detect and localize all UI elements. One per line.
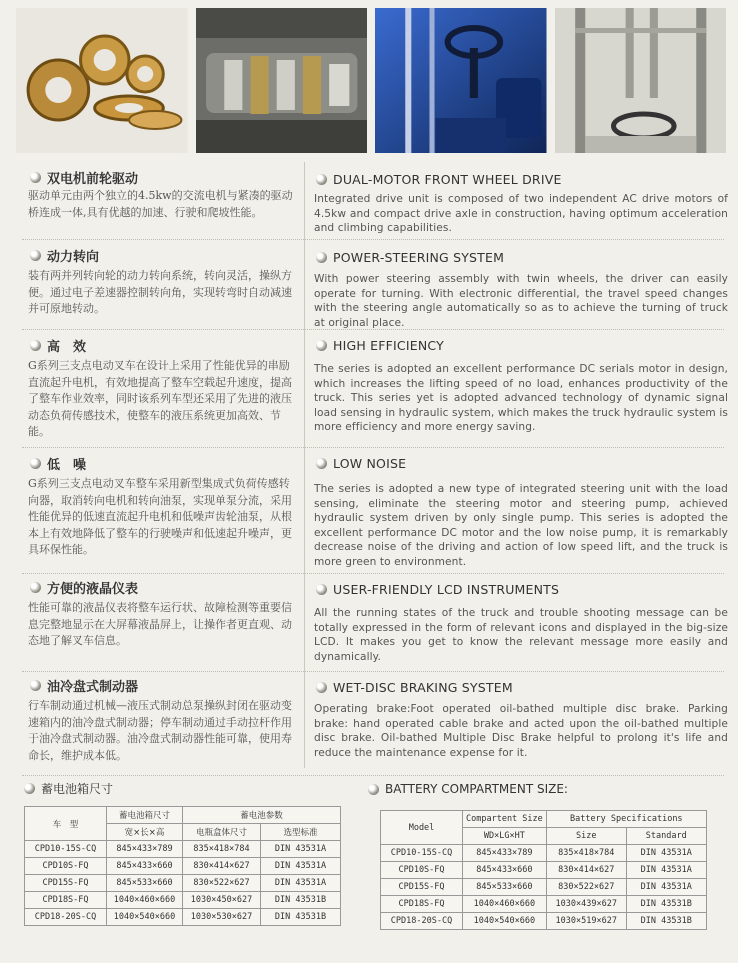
col-box-sub: WD×LG×HT [463, 828, 547, 845]
col-size: 电瓶盒体尺寸 [183, 824, 261, 841]
bullet-icon [30, 458, 41, 469]
cn-table-title: 蓄电池箱尺寸 [24, 780, 113, 797]
col-model: 车 型 [25, 807, 107, 841]
bullet-icon [30, 680, 41, 691]
col-model: Model [381, 811, 463, 845]
cn-title: 方便的液晶仪表 [47, 582, 139, 597]
en-body: With power steering assembly with twin wheels, the driver can easily operate for turning. With electronic differential, the travel speed changes with the steering angle automatically so as to achieve the turning of truck at original place. [314, 273, 728, 329]
cn-body: G系列三支点电动叉车在设计上采用了性能优异的串励直流起升电机，有效地提高了整车空载起升速度，提高了整车作业效率，同时该系列车型还采用了先进的液压动态负荷传感技术，使整车的液压系统更加高效、节能。 [28, 359, 292, 438]
drive-axle-photo [196, 8, 368, 153]
col-box: 蓄电池箱尺寸 [107, 807, 183, 824]
en-title: LOW NOISE [333, 456, 407, 471]
table-row: CPD18-20S-CQ 1040×540×660 1030×519×627 DIN 43531B [381, 913, 707, 930]
feature-section-brake [0, 672, 738, 776]
col-std: 选型标准 [261, 824, 341, 841]
feature-section-drive [0, 160, 738, 240]
bullet-icon [368, 784, 379, 795]
en-title: DUAL-MOTOR FRONT WHEEL DRIVE [333, 172, 562, 187]
bullet-icon [316, 584, 327, 595]
col-params: Battery Specifications [546, 811, 706, 828]
photo-strip [16, 8, 726, 153]
cn-body: G系列三支点电动叉车整车采用新型集成式负荷传感转向器，取消转向电机和转向油泵，实现单泵分流，采用性能优异的低速直流起升电机和低噪声齿轮油泵，从根本上有效地降低了整车的行驶噪声和低速起升噪声，更具环保性能。 [28, 477, 292, 556]
table-row: CPD18S-FQ 1040×460×660 1030×450×627 DIN 43531B [25, 892, 341, 909]
cn-body: 行车制动通过机械—液压式制动总泵操纵封闭在驱动变速箱内的油冷盘式制动器；停车制动通过手动拉杆作用于油冷盘式制动器。油冷盘式制动器性能可靠，使用寿命长，维护成本低。 [28, 699, 292, 762]
table-row: CPD10S-FQ 845×433×660 830×414×627 DIN 43531A [25, 858, 341, 875]
col-params: 蓄电池参数 [183, 807, 341, 824]
feature-section-noise [0, 448, 738, 574]
en-title: HIGH EFFICIENCY [333, 338, 444, 353]
table-row: CPD10S-FQ 845×433×660 830×414×627 DIN 43531A [381, 862, 707, 879]
col-std: Standard [626, 828, 706, 845]
en-title: USER-FRIENDLY LCD INSTRUMENTS [333, 582, 560, 597]
bullet-icon [30, 172, 41, 183]
cn-title: 高 效 [47, 340, 87, 355]
bullet-icon [316, 252, 327, 263]
cn-title: 双电机前轮驱动 [47, 172, 139, 187]
table-row: CPD15S-FQ 845×533×660 830×522×627 DIN 43531A [381, 879, 707, 896]
mast-cab-photo [555, 8, 727, 153]
cn-body: 驱动单元由两个独立的4.5kw的交流电机与紧凑的驱动桥连成一体,具有优越的加速、行驶和爬坡性能。 [28, 189, 293, 219]
brake-discs-photo [16, 8, 188, 153]
bullet-icon [316, 682, 327, 693]
table-row: CPD10-15S-CQ 845×433×789 835×418×784 DIN 43531A [25, 841, 341, 858]
en-title: POWER-STEERING SYSTEM [333, 250, 505, 265]
table-row: CPD15S-FQ 845×533×660 830×522×627 DIN 43531A [25, 875, 341, 892]
col-box: Compartent Size [463, 811, 547, 828]
table-row: CPD18S-FQ 1040×460×660 1030×439×627 DIN 43531B [381, 896, 707, 913]
col-size: Size [546, 828, 626, 845]
cn-title: 低 噪 [47, 458, 87, 473]
bullet-icon [316, 174, 327, 185]
cn-battery-table [24, 806, 341, 926]
en-body: Operating brake:Foot operated oil-bathed multiple disc brake. Parking brake: hand operated cable brake and acted upon the oil-bathed multiple disc brake. Oil-bathed Multiple Disc Brake helpful to prolong it's life and reduce the maintenance expense for it. [314, 703, 728, 759]
bullet-icon [30, 340, 41, 351]
cn-title: 动力转向 [47, 250, 100, 265]
bullet-icon [30, 250, 41, 261]
en-battery-table [380, 810, 707, 930]
en-body: All the running states of the truck and trouble shooting message can be totally expressed in the form of relevant icons and displayed in the big-size LCD. It makes you get to know the relevant message more easily and dynamically. [314, 607, 728, 663]
en-body: The series is adopted an excellent performance DC serials motor in design, which increases the lifting speed of no load, enhances productivity of the truck. This series yet is adopted advanced technology of dynamic signal load sensing in hydraulic system, which makes the truck hydraulic system is more efficiency and more energy saving. [314, 363, 728, 434]
bullet-icon [316, 340, 327, 351]
bullet-icon [316, 458, 327, 469]
bullet-icon [24, 783, 35, 794]
feature-section-steering [0, 240, 738, 330]
feature-section-efficiency [0, 330, 738, 448]
cn-body: 装有两并列转向轮的动力转向系统，转向灵活，操纵方便。通过电子差速器控制转向角，实现转弯时自动减速并可原地转动。 [28, 269, 292, 315]
table-row: CPD10-15S-CQ 845×433×789 835×418×784 DIN 43531A [381, 845, 707, 862]
bullet-icon [30, 582, 41, 593]
en-body: The series is adopted a new type of integrated steering unit with the load sensing, eliminate the steering motor and steering pump, achieved hydraulic system driven by only single pump. This series is adopted the excellent performance DC motor and the low noise pump, it is remarkably decrease noise of the driving and action of low speed lift, and the truck is more green to environment. [314, 483, 728, 568]
table-row: CPD18-20S-CQ 1040×540×660 1030×530×627 DIN 43531B [25, 909, 341, 926]
en-body: Integrated drive unit is composed of two independent AC drive motors of 4.5kw and compact drive axle in construction, having optimum acceleration and climbing capabilities. [314, 193, 728, 235]
steering-wheel-photo [375, 8, 547, 153]
feature-section-lcd [0, 574, 738, 672]
en-table-title: BATTERY COMPARTMENT SIZE: [368, 782, 568, 796]
cn-title: 油冷盘式制动器 [47, 680, 139, 695]
col-box-sub: 宽×长×高 [107, 824, 183, 841]
cn-body: 性能可靠的液晶仪表将整车运行状、故障检测等重要信息完整地显示在大屏幕液晶屏上，让操作者更直观、动态地了解叉车信息。 [28, 601, 292, 647]
en-title: WET-DISC BRAKING SYSTEM [333, 680, 513, 695]
